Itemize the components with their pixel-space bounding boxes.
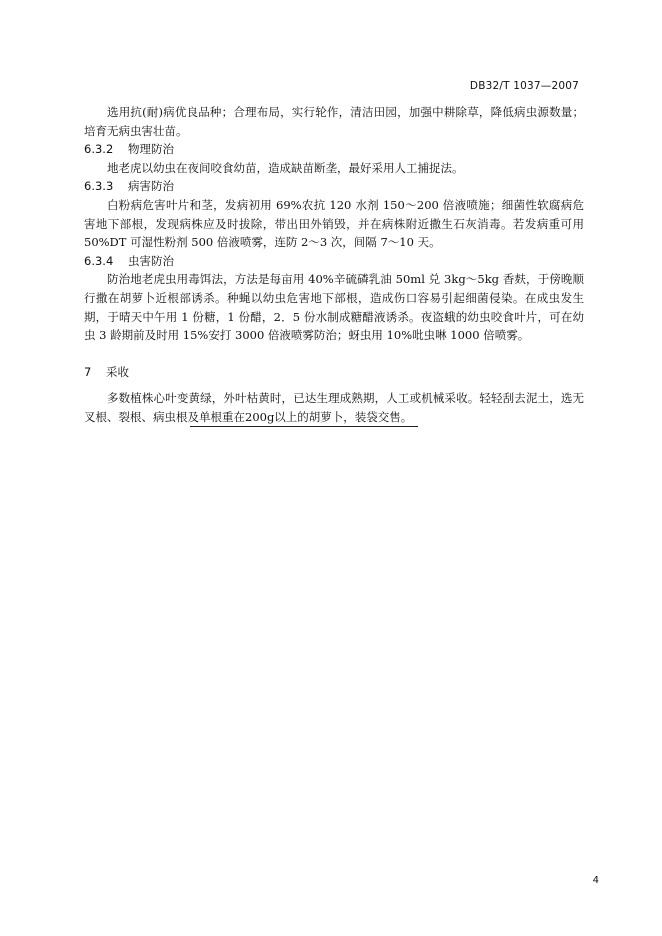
section-heading-disease-control <box>84 177 584 196</box>
section-number: 6.3.4 <box>84 253 114 268</box>
section-heading-pest-control <box>84 252 584 271</box>
end-rule <box>190 426 418 427</box>
paragraph-agricultural-control: 选用抗(耐)病优良品种；合理布局，实行轮作，清洁田园，加强中耕除草，降低病虫源数量；培育无病虫害壮苗。 <box>84 105 584 138</box>
chapter-heading-harvest <box>84 363 584 382</box>
paragraph-pest-control: 防治地老虎虫用毒饵法，方法是每亩用 40%辛硫磷乳油 50ml 兑 3kg～5kg 香麸，于傍晚顺行撒在胡萝卜近根部诱杀。种蝇以幼虫危害地下部根，造成伤口容易引起细菌侵染。在成虫发生期，于晴天中午用 1 份糖，1 份醋，2．5 份水制成糖醋液诱杀。夜盗蛾的幼虫咬食叶片，可在幼虫 3 龄期前及时用 15%安打 3000 倍液喷雾防治；蚜虫用 10%吡虫啉 1000 倍喷雾。 <box>84 272 584 343</box>
section-number: 6.3.2 <box>84 142 114 157</box>
section-title: 病害防治 <box>128 179 174 194</box>
section-heading-physical-control <box>84 140 584 159</box>
paragraph-physical-control: 地老虎以幼虫在夜间咬食幼苗，造成缺苗断垄，最好采用人工捕捉法。 <box>107 160 464 175</box>
document-code: DB32/T 1037—2007 <box>469 80 579 92</box>
page-number: 4 <box>592 875 599 886</box>
section-title: 物理防治 <box>128 142 174 157</box>
document-body <box>84 103 584 427</box>
section-number: 6.3.3 <box>84 179 114 194</box>
chapter-title: 采收 <box>106 364 129 379</box>
paragraph-harvest: 多数植株心叶变黄绿，外叶枯黄时，已达生理成熟期，人工或机械采收。轻轻刮去泥土，选无叉根、裂根、病虫根及单根重在200g以上的胡萝卜，装袋交售。 <box>84 391 584 424</box>
paragraph-disease-control: 白粉病危害叶片和茎，发病初用 69%农抗 120 水剂 150～200 倍液喷施；细菌性软腐病危害地下部根，发现病株应及时拔除，带出田外销毁，并在病株附近撒生石灰消毒。若发病重可用 50%DT 可湿性粉剂 500 倍液喷雾，连防 2～3 次，间隔 7～10 天。 <box>84 197 584 250</box>
chapter-number: 7 <box>84 364 92 379</box>
section-title: 虫害防治 <box>128 253 174 268</box>
